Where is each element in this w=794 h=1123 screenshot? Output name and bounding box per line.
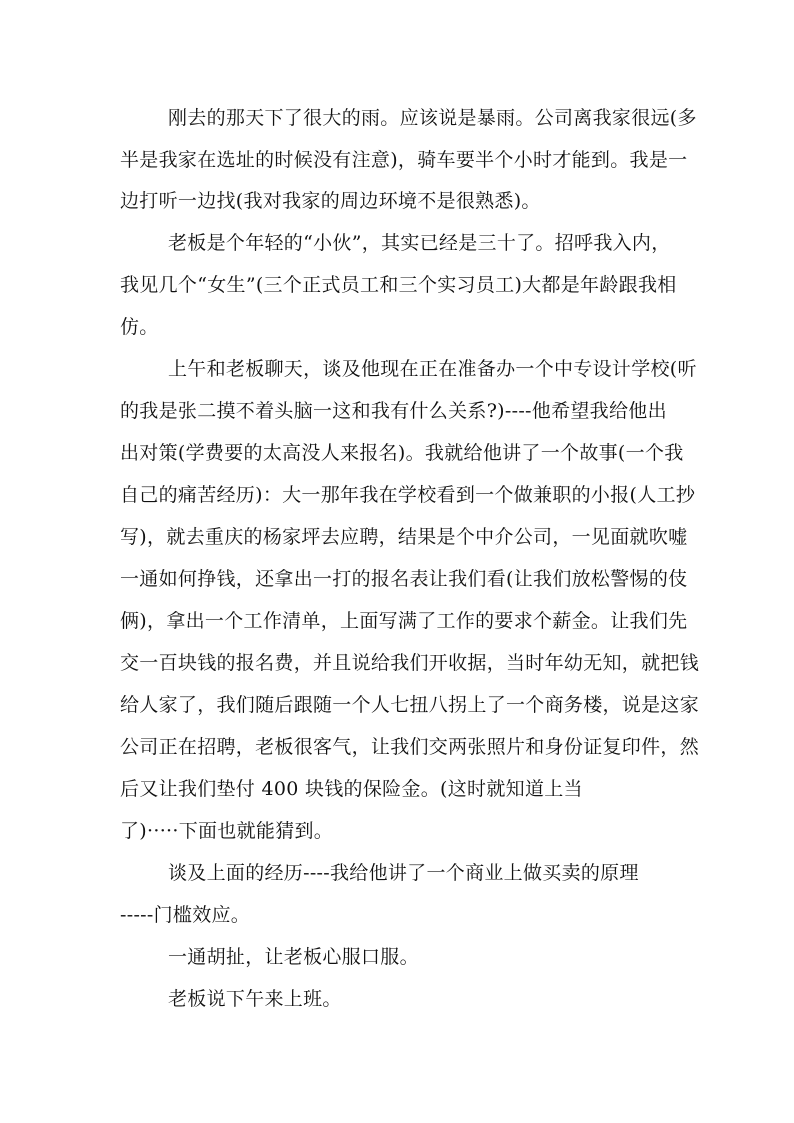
paragraph-3-line-7: 俩)，拿出一个工作清单，上面写满了工作的要求个薪金。让我们先 — [120, 610, 688, 632]
paragraph-3-line-3: 出对策(学费要的太高没人来报名)。我就给他讲了一个故事(一个我 — [120, 442, 684, 464]
paragraph-4-line-2: -----门槛效应。 — [120, 904, 251, 926]
paragraph-3-line-2: 的我是张二摸不着头脑一这和我有什么关系?)----他希望我给他出 — [120, 400, 667, 422]
paragraph-3-line-10: 公司正在招聘，老板很客气，让我们交两张照片和身份证复印件，然 — [120, 736, 700, 758]
paragraph-4-line-1: 谈及上面的经历----我给他讲了一个商业上做买卖的原理 — [168, 862, 639, 884]
paragraph-2-line-3: 仿。 — [120, 316, 159, 338]
paragraph-1-line-3: 边打听一边找(我对我家的周边环境不是很熟悉)。 — [120, 190, 541, 212]
paragraph-3-line-11: 后又让我们垫付 400 块钱的保险金。(这时就知道上当 — [120, 778, 583, 800]
paragraph-3-line-5: 写)，就去重庆的杨家坪去应聘，结果是个中介公司，一见面就吹嘘 — [120, 526, 688, 548]
paragraph-3-line-9: 给人家了，我们随后跟随一个人七扭八拐上了一个商务楼，说是这家 — [120, 694, 700, 716]
paragraph-1-line-1: 刚去的那天下了很大的雨。应该说是暴雨。公司离我家很远(多 — [168, 107, 697, 129]
paragraph-3-line-8: 交一百块钱的报名费，并且说给我们开收据，当时年幼无知，就把钱 — [120, 652, 700, 674]
paragraph-5-line-1: 一通胡扯，让老板心服口服。 — [168, 946, 419, 968]
paragraph-2-line-1: 老板是个年轻的“小伙”，其实已经是三十了。招呼我入内， — [168, 232, 671, 254]
paragraph-6-line-1: 老板说下午来上班。 — [168, 988, 342, 1010]
paragraph-3-line-1: 上午和老板聊天，谈及他现在正在准备办一个中专设计学校(听 — [168, 358, 697, 380]
paragraph-3-line-12: 了)·····下面也就能猜到。 — [120, 820, 334, 842]
paragraph-1-line-2: 半是我家在选址的时候没有注意)，骑车要半个小时才能到。我是一 — [120, 149, 688, 171]
paragraph-3-line-6: 一通如何挣钱，还拿出一打的报名表让我们看(让我们放松警惕的伎 — [120, 568, 688, 590]
paragraph-2-line-2: 我见几个“女生”(三个正式员工和三个实习员工)大都是年龄跟我相 — [120, 274, 677, 296]
paragraph-3-line-4: 自己的痛苦经历)：大一那年我在学校看到一个做兼职的小报(人工抄 — [120, 484, 696, 506]
